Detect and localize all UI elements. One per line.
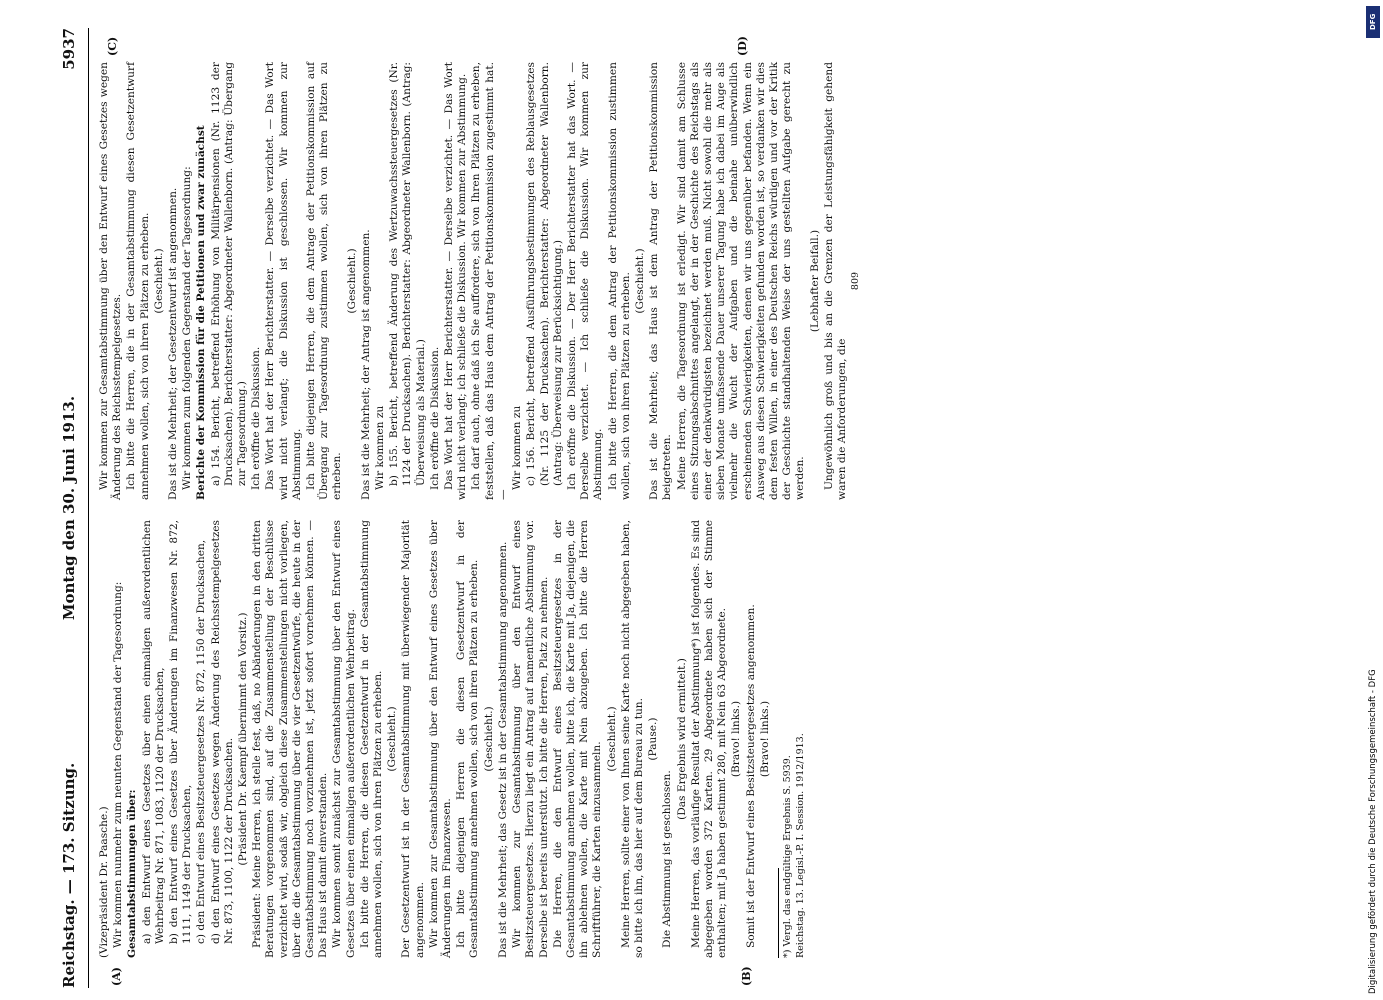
paragraph: Die Abstimmung ist geschlossen. (661, 770, 674, 948)
paragraph: Ich bitte diejenigen Herren die diesen Gesetzentwurf in der Gesamtabstimmung annehmen wollen, sich von ihren Plätzen zu erheben. (455, 520, 481, 958)
list-item: b) 155. Bericht, betreffend Änderung des Wertzuwachssteuergesetzes (Nr. 1124 der Drucksachen). Berichterstatter: Abgeordneter Wallenborn. (Antrag: Überweisung als Material.) (388, 62, 427, 486)
list-item: c) 156. Bericht, betreffend Ausführungsbestimmungen des Reblausgesetzes (Nr. 1125 der Drucksachen). Berichterstatter: Abgeordneter Wallenborn. (Antrag: Überweisung zur Berücksichtigung.) (525, 62, 564, 486)
paragraph: Meine Herren, die Tagesordnung ist erledigt. Wir sind damit am Schlusse eines Sitzungsabschnittes angelangt, der in der Geschichte des Reichstags als einer der denkwürdigsten bezeichnet werden muß. Nicht sowohl die mehr als sieben Monate umfassende Dauer unserer Tagung habe ich dabei im Auge als vielmehr die Wucht der Aufgaben und die beinahe unüberwindlich erscheinenden Schwierigkeiten, denen wir uns gegenüber befanden. Wenn ein Ausweg aus diesen Schwierigkeiten gefunden worden ist, so verdanken wir dies dem festen Willen, in einer des Deutschen Reichs würdigen und vor der Kritik der Geschichte standhaltenden Weise der uns gestellten Aufgabe gerecht zu werden. (675, 62, 807, 500)
section-heading: Berichte der Kommission für die Petitionen und zwar zunächst (195, 125, 208, 500)
paragraph: Somit ist der Entwurf eines Besitzsteuergesetzes angenommen. (744, 604, 757, 948)
paragraph: Die Herren, die den Entwurf eines Besitzsteuergesetzes in der Gesamtabstimmung annehmen wollen, bitte ich, die Karte mit Ja, diejenigen, die ihn ablehnen wollen, die Karte mit Nein abzugeben. Ich bitte die Herren Schriftführer, die Karten einzusammeln. (551, 520, 604, 958)
paragraph: Das ist die Mehrheit; das Gesetz ist in der Gesamtabstimmung angenommen. (496, 541, 509, 958)
margin-mark-c: (C) (106, 36, 119, 56)
header-rule (88, 28, 89, 988)
stage-direction: (Geschieht.) (605, 706, 618, 772)
section-heading: Gesamtabstimmungen über: (126, 789, 139, 958)
paragraph: Ich eröffne die Diskussion. (250, 346, 263, 490)
stage-direction: (Geschieht.) (482, 706, 495, 772)
stage-direction: (Geschieht.) (152, 248, 165, 314)
margin-mark-a: (A) (110, 967, 123, 986)
paragraph: Ich bitte die Herren, die dem Antrag der Petitionskommission zustimmen wollen, sich von ihren Plätzen zu erheben. (606, 62, 632, 500)
paragraph: Ich bitte die Herren, die in der Gesamtabstimmung diesen Gesetzentwurf annehmen wollen, sich von ihren Plätzen zu erheben. (125, 62, 151, 500)
paragraph: Ich eröffne die Diskussion. — Der Herr Berichterstatter hat das Wort. — Derselbe verzichtet. — Ich schließe die Diskussion. Wir kommen zur Abstimmung. (565, 62, 605, 500)
paragraph: Ich bitte diejenigen Herren, die dem Antrage der Petitionskommission auf Übergang zur Tagesordnung zustimmen wollen, sich von ihren Plätzen zu erheben. (305, 62, 344, 500)
stage-direction: (Bravo! links.) (730, 700, 743, 778)
paragraph: Das Wort hat der Herr Berichterstatter. — Derselbe verzichtet. — Das Wort wird nicht verlangt; ich schließe die Diskussion. Wir kommen zur Abstimmung. (443, 62, 469, 500)
document-page (40, 28, 1360, 988)
digitization-note: Digitalisierung gefördert durch die Deutsche Forschungsgemeinschaft - DFG (1368, 669, 1378, 994)
margin-mark-d: (D) (736, 36, 749, 56)
paragraph: Wir kommen nunmehr zum neunten Gegenstand der Tagesordnung: (112, 581, 125, 948)
paragraph: Das ist die Mehrheit; der Antrag ist angenommen. (359, 229, 372, 500)
paragraph: Das Wort hat der Herr Berichterstatter. — Derselbe verzichtet. — Das Wort wird nicht verlangt; die Diskussion ist geschlossen. Wir kommen zur Abstimmung. (264, 62, 303, 500)
paragraph: Meine Herren, sollte einer von Ihnen seine Karte noch nicht abgegeben haben, so bitte ich ihn, das hier auf dem Bureau zu tun. (619, 520, 645, 958)
list-item: c) den Entwurf eines Besitzsteuergesetzes Nr. 872, 1150 der Drucksachen, (195, 539, 208, 944)
paragraph: Wir kommen zur Gesamtabstimmung über den Entwurf eines Gesetzes wegen Änderung des Reichsstempelgesetzes. (98, 62, 124, 500)
imprint: Reichstag. 13. Legisl.-P. I. Session. 1912/1913. (794, 733, 806, 958)
right-column (98, 62, 863, 500)
list-item: d) den Entwurf eines Gesetzes wegen Änderung des Reichsstempelgesetzes Nr. 873, 1100, 1122 der Drucksachen. (209, 520, 235, 944)
page-number: 5937 (60, 28, 78, 70)
paragraph: (Vizepräsident Dr. Paasche.) (98, 806, 110, 958)
paragraph: Wir kommen somit zunächst zur Gesamtabstimmung über den Entwurf eines Gesetzes über einen einmaligen außerordentlichen Wehrbeitrag. (331, 520, 357, 958)
paragraph: Das ist die Mehrheit; das Haus ist dem Antrag der Petitionskommission beigetreten. (648, 62, 674, 500)
paragraph: Präsident: Meine Herren, ich stelle fest, daß, no Abänderungen in den dritten Beratungen vorgenommen sind, auf die Zusammenstellung der Beschlüsse verzichtet wird, sodaß wir, obgleich diese Zusammenstellungen nicht vorliegen, über die die Gesamtabstimmung über die vier Gesetzentwürfe, die heute in der Gesamtabstimmung noch vorzunehmen ist, jetzt sofort vornehmen können. — Das Haus ist damit einverstanden. (251, 520, 330, 958)
paragraph: Ich eröffne die Diskussion. (428, 346, 441, 490)
stage-direction: (Bravo! links.) (758, 700, 771, 778)
side-strip (1366, 6, 1380, 996)
footnote: *) Vergl. das endgültige Ergebnis S. 5939. (781, 755, 793, 958)
paragraph: Der Gesetzentwurf ist in der Gesamtabstimmung mit überwiegender Majorität angenommen. (400, 520, 426, 958)
paragraph: Meine Herren, das vorläufige Resultat der Abstimmung*) ist folgendes. Es sind abgegeben worden 372 Karten. 29 Abgeordnete haben sich der Stimme enthalten; mit Ja haben gestimmt 280, mit Nein 63 Abgeordnete. (689, 520, 729, 958)
footnote-rule (778, 868, 779, 958)
header-date: Montag den 30. Juni 1913. (60, 395, 78, 621)
stage-direction: (Pause.) (647, 717, 660, 761)
stage-direction: (Das Ergebnis wird ermittelt.) (675, 658, 688, 820)
stage-direction: (Lebhafter Beifall.) (808, 229, 821, 333)
header-left: Reichstag. — 173. Sitzung. (60, 762, 78, 988)
paragraph: Ungewöhnlich groß und bis an die Grenzen der Leistungsfähigkeit gehend waren die Anforderungen, die (822, 62, 848, 500)
dfg-logo: DFG (1366, 6, 1380, 38)
stage-direction: (Geschieht.) (633, 248, 646, 314)
list-item: b) den Entwurf eines Gesetzes über Änderungen im Finanzwesen Nr. 872, 1111, 1149 der Drucksachen, (168, 520, 194, 944)
margin-mark-b: (B) (740, 966, 753, 986)
page-signature: 809 (850, 271, 862, 291)
paragraph: Wir kommen zu (374, 405, 387, 490)
paragraph: Wir kommen zu (511, 405, 524, 490)
list-item: a) 154. Bericht, betreffend Erhöhung von Militärpensionen (Nr. 1123 der Drucksachen). Berichterstatter: Abgeordneter Wallenborn. (Antrag: Übergang zur Tagesordnung.) (209, 62, 249, 486)
paragraph: Das ist die Mehrheit; der Gesetzentwurf ist angenommen. (167, 187, 180, 500)
stage-direction: (Geschieht.) (345, 248, 358, 314)
page-header (60, 28, 86, 988)
stage-direction: (Geschieht.) (386, 706, 399, 772)
paragraph: Ich bitte die Herren, die diesen Gesetzentwurf in der Gesamtabstimmung annehmen wollen, sich von ihren Plätzen zu erheben. (358, 520, 385, 958)
paragraph: Wir kommen zum folgenden Gegenstand der Tagesordnung: (181, 166, 194, 490)
list-item: a) den Entwurf eines Gesetzes über einen einmaligen außerordentlichen Wehrbeitrag Nr. 871, 1083, 1120 der Drucksachen, (140, 520, 166, 944)
stage-direction: (Präsident Dr. Kaempf übernimmt den Vorsitz.) (237, 612, 250, 866)
paragraph: Ich darf auch, ohne daß ich Sie auffordere, sich von Ihren Plätzen zu erheben, feststellen, daß das Haus dem Antrag der Petitionskommission zugestimmt hat. — (470, 62, 509, 500)
paragraph: Wir kommen zur Gesamtabstimmung über den Entwurf eines Gesetzes über Änderungen im Finanzwesen. (427, 520, 454, 958)
paragraph: Wir kommen zur Gesamtabstimmung über den Entwurf eines Besitzsteuergesetzes. Hierzu liegt ein Antrag auf namentliche Abstimmung vor. Derselbe ist bereits unterstützt. Ich bitte die Herren, Platz zu nehmen. (511, 520, 550, 958)
left-column (98, 520, 808, 958)
